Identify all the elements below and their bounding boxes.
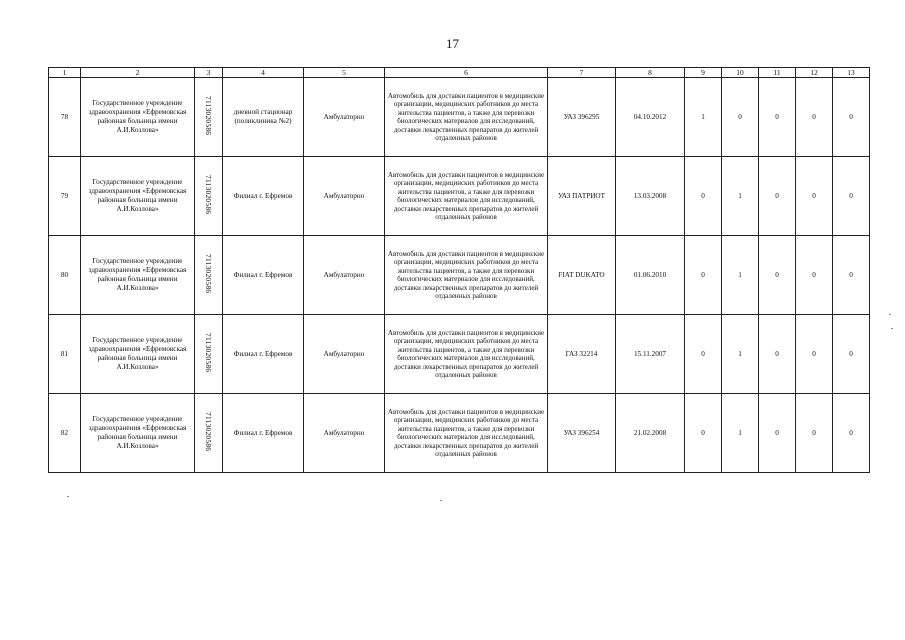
vehicle-purpose: Автомобиль для доставки пациентов в медицинские организации, медицинских работников до места жительства пациентов, а также для перевозки биологических материалов для исследований, доставки лекарственных препаратов до жителей отдаленных районов	[385, 236, 548, 315]
institution-code: 7113020586	[204, 175, 214, 215]
count-col-11: 0	[759, 315, 796, 394]
column-header: 5	[304, 68, 385, 78]
column-header: 7	[548, 68, 616, 78]
table-row	[49, 315, 870, 394]
table-row	[49, 157, 870, 236]
count-col-9: 0	[685, 157, 722, 236]
vehicle-purpose: Автомобиль для доставки пациентов в медицинские организации, медицинских работников до места жительства пациентов, а также для перевозки биологических материалов для исследований, доставки лекарственных препаратов до жителей отдаленных районов	[385, 78, 548, 157]
row-number: 80	[49, 236, 81, 315]
care-form: Амбулаторно	[304, 315, 385, 394]
column-header: 4	[223, 68, 304, 78]
count-col-9: 0	[685, 394, 722, 473]
count-col-12: 0	[796, 394, 833, 473]
row-number: 79	[49, 157, 81, 236]
care-form: Амбулаторно	[304, 78, 385, 157]
table-row	[49, 236, 870, 315]
column-header: 11	[759, 68, 796, 78]
institution-name: Государственное учреждение здравоохранения «Ефремовская районная больница имени А.И.Козлова»	[81, 157, 195, 236]
count-col-12: 0	[796, 236, 833, 315]
count-col-13: 0	[833, 157, 870, 236]
institution-code: 7113020586	[204, 96, 214, 136]
column-header: 8	[616, 68, 685, 78]
care-form: Амбулаторно	[304, 394, 385, 473]
acquisition-date: 04.10.2012	[616, 78, 685, 157]
count-col-10: 1	[722, 236, 759, 315]
vehicle-model: УАЗ 396295	[548, 78, 616, 157]
department: дневной стационар (поликлиника №2)	[223, 78, 304, 157]
column-header: 12	[796, 68, 833, 78]
institution-code-cell	[195, 394, 223, 473]
page-number: 17	[446, 36, 459, 51]
count-col-10: 1	[722, 315, 759, 394]
institution-code-cell	[195, 157, 223, 236]
table-row	[49, 78, 870, 157]
row-number: 81	[49, 315, 81, 394]
care-form: Амбулаторно	[304, 236, 385, 315]
acquisition-date: 15.11.2007	[616, 315, 685, 394]
institution-code-cell	[195, 78, 223, 157]
institution-code: 7113020586	[204, 412, 214, 452]
count-col-12: 0	[796, 315, 833, 394]
count-col-13: 0	[833, 78, 870, 157]
department: Филиал г. Ефремов	[223, 315, 304, 394]
column-header: 2	[81, 68, 195, 78]
count-col-10: 0	[722, 78, 759, 157]
institution-code-cell	[195, 236, 223, 315]
count-col-9: 0	[685, 236, 722, 315]
acquisition-date: 01.06.2010	[616, 236, 685, 315]
count-col-11: 0	[759, 78, 796, 157]
acquisition-date: 13.03.2008	[616, 157, 685, 236]
count-col-11: 0	[759, 236, 796, 315]
count-col-9: 1	[685, 78, 722, 157]
column-header: 9	[685, 68, 722, 78]
count-col-10: 1	[722, 394, 759, 473]
count-col-13: 0	[833, 394, 870, 473]
column-header: 3	[195, 68, 223, 78]
acquisition-date: 21.02.2008	[616, 394, 685, 473]
institution-code: 7113020586	[204, 254, 214, 294]
count-col-9: 0	[685, 315, 722, 394]
institution-name: Государственное учреждение здравоохранения «Ефремовская районная больница имени А.И.Козлова»	[81, 315, 195, 394]
department: Филиал г. Ефремов	[223, 157, 304, 236]
row-number: 78	[49, 78, 81, 157]
institution-code: 7113020586	[204, 333, 214, 373]
scan-speck	[891, 328, 893, 329]
vehicle-model: УАЗ ПАТРИОТ	[548, 157, 616, 236]
vehicle-model: ГАЗ 32214	[548, 315, 616, 394]
vehicle-purpose: Автомобиль для доставки пациентов в медицинские организации, медицинских работников до места жительства пациентов, а также для перевозки биологических материалов для исследований, доставки лекарственных препаратов до жителей отдаленных районов	[385, 157, 548, 236]
institution-name: Государственное учреждение здравоохранения «Ефремовская районная больница имени А.И.Козлова»	[81, 236, 195, 315]
column-header: 10	[722, 68, 759, 78]
count-col-13: 0	[833, 315, 870, 394]
column-header: 1	[49, 68, 81, 78]
row-number: 82	[49, 394, 81, 473]
count-col-10: 1	[722, 157, 759, 236]
institution-name: Государственное учреждение здравоохранения «Ефремовская районная больница имени А.И.Козлова»	[81, 394, 195, 473]
institution-name: Государственное учреждение здравоохранения «Ефремовская районная больница имени А.И.Козлова»	[81, 78, 195, 157]
department: Филиал г. Ефремов	[223, 394, 304, 473]
count-col-11: 0	[759, 394, 796, 473]
vehicle-table	[48, 67, 870, 473]
column-header: 6	[385, 68, 548, 78]
count-col-13: 0	[833, 236, 870, 315]
column-number-row	[49, 68, 870, 78]
count-col-12: 0	[796, 157, 833, 236]
vehicle-model: FIAT DUKATO	[548, 236, 616, 315]
institution-code-cell	[195, 315, 223, 394]
vehicle-purpose: Автомобиль для доставки пациентов в медицинские организации, медицинских работников до места жительства пациентов, а также для перевозки биологических материалов для исследований, доставки лекарственных препаратов до жителей отдаленных районов	[385, 315, 548, 394]
scan-speck	[67, 496, 69, 497]
table-row	[49, 394, 870, 473]
department: Филиал г. Ефремов	[223, 236, 304, 315]
column-header: 13	[833, 68, 870, 78]
count-col-11: 0	[759, 157, 796, 236]
scan-speck	[889, 314, 891, 315]
vehicle-purpose: Автомобиль для доставки пациентов в медицинские организации, медицинских работников до места жительства пациентов, а также для перевозки биологических материалов для исследований, доставки лекарственных препаратов до жителей отдаленных районов	[385, 394, 548, 473]
care-form: Амбулаторно	[304, 157, 385, 236]
scan-speck	[440, 500, 442, 501]
count-col-12: 0	[796, 78, 833, 157]
vehicle-model: УАЗ 396254	[548, 394, 616, 473]
